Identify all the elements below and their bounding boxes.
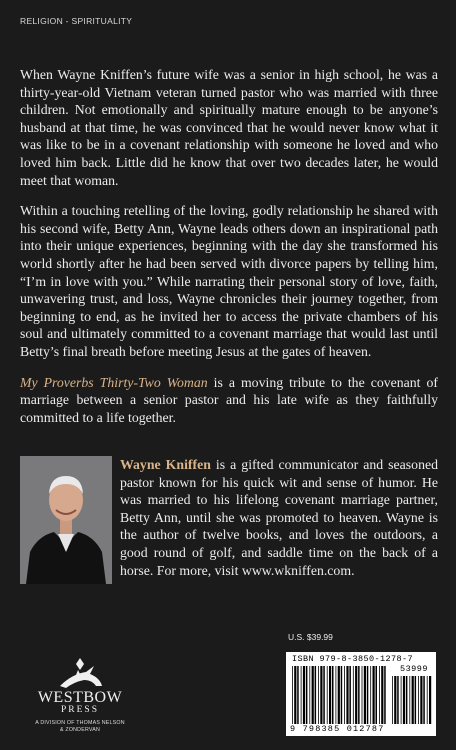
blurb-paragraph-3-text: is a moving tribute to the covenant of marriage between a senior pastor and his late wife as they faithfully committed to a life together. bbox=[20, 374, 438, 425]
blurb-paragraph-3 bbox=[20, 374, 438, 427]
author-photo bbox=[20, 456, 112, 584]
isbn-number: ISBN 979-8-3850-1278-7 bbox=[292, 654, 414, 664]
author-bio-text: is a gifted communicator and seasoned pastor known for his quick wit and sense of humor. He was married to his lifelong covenant marriage partner, Betty Ann, until she was promoted to heaven. Wayne is the author of twelve books, and loves the outdoors, a good round of golf, and saddle time on the back of a horse. For more, visit www.wkniffen.com. bbox=[120, 457, 438, 578]
publisher-name: WESTBOW bbox=[37, 689, 123, 706]
author-name: Wayne Kniffen bbox=[120, 457, 211, 472]
publisher-logo bbox=[20, 656, 140, 742]
book-blurb bbox=[20, 66, 438, 439]
publisher-wordmark bbox=[20, 689, 140, 715]
blurb-paragraph-1: When Wayne Kniffen’s future wife was a senior in high school, he was a thirty-year-old Vietnam veteran turned pastor who was married with three children. Not emotionally and spiritually mature enough to be anyone’s husband at that time, he was convinced that he would never know what it was like to be in a covenant relationship with someone he loved and who loved him back. Little did he know that over two decades later, he would meet that woman. bbox=[20, 67, 438, 188]
genre-label: RELIGION - SPIRITUALITY bbox=[20, 16, 133, 26]
ean-number: 9 798385 012787 bbox=[290, 724, 385, 734]
author-bio bbox=[120, 456, 438, 579]
price-label: U.S. $39.99 bbox=[288, 632, 333, 642]
book-title: My Proverbs Thirty-Two Woman bbox=[20, 374, 208, 390]
barcode-block bbox=[286, 632, 436, 736]
author-portrait-icon bbox=[20, 456, 112, 584]
publisher-press: PRESS bbox=[61, 705, 99, 715]
publisher-division-line-1: A DIVISION OF THOMAS NELSON bbox=[35, 720, 125, 726]
publisher-division-line-2: & ZONDERVAN bbox=[60, 727, 100, 733]
isbn-barcode-box bbox=[286, 652, 436, 736]
blurb-paragraph-2: Within a touching retelling of the loving, godly relationship he shared with his second wife, Betty Ann, Wayne leads others down an inspirational path into their unique experiences, beginning with the day she transformed his world shortly after he had been served with divorce papers by telling him, “I’m in love with you.” While narrating their personal story of love, faith, unwavering trust, and loss, Wayne chronicles their journey together, from beginning to end, as he invited her to access the private chambers of his soul and ultimately committed to a covenant marriage that would last until Betty’s final breath before meeting Jesus at the gates of heaven. bbox=[20, 203, 438, 359]
price-addon-number: 53999 bbox=[399, 664, 428, 674]
rider-emblem-icon bbox=[20, 656, 140, 690]
publisher-division bbox=[20, 720, 140, 734]
